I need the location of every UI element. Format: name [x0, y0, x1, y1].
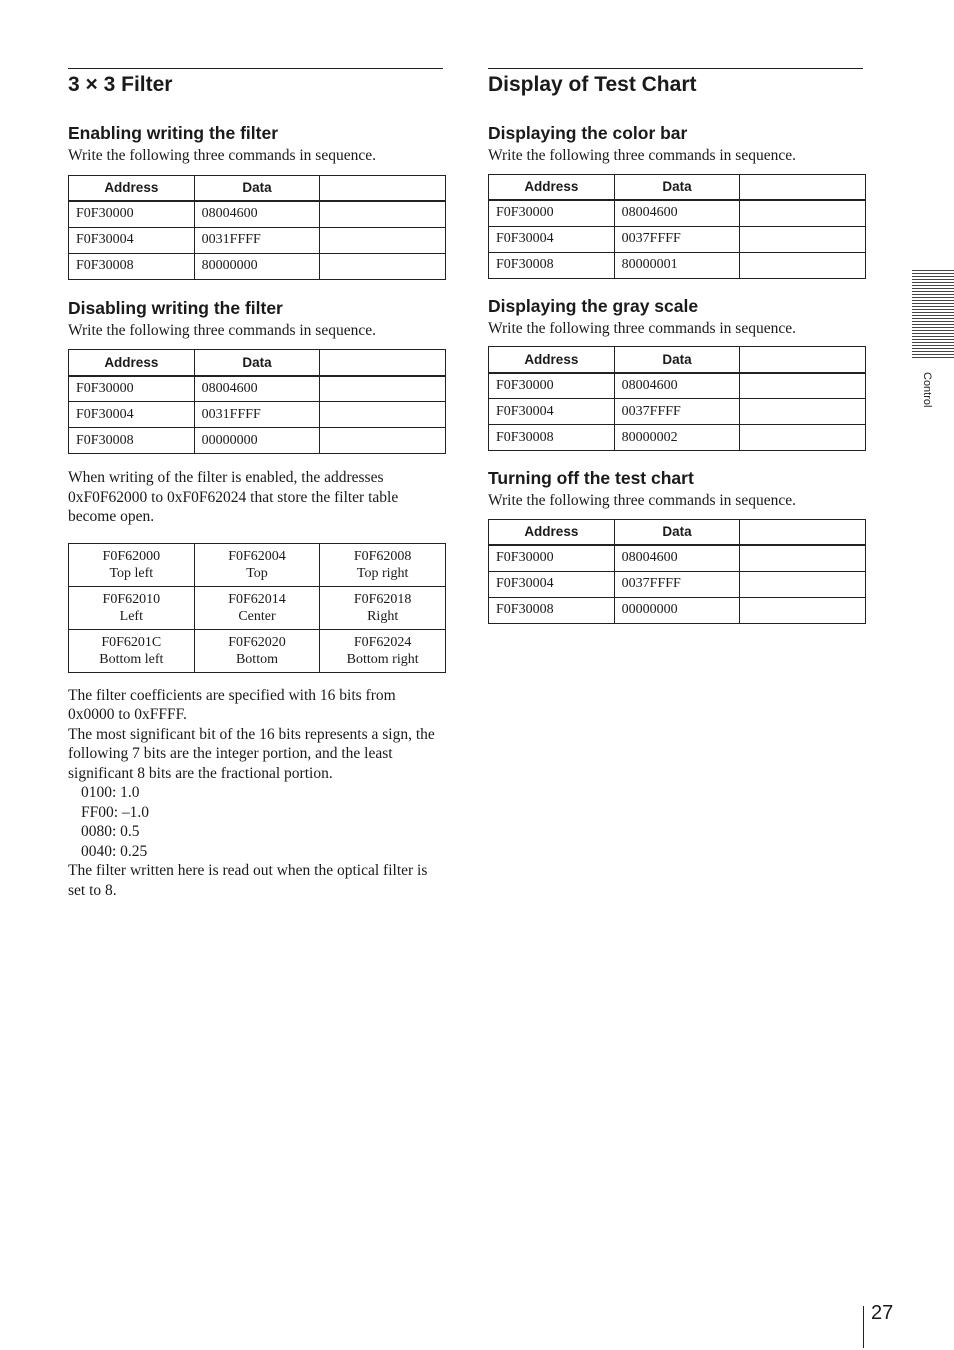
grid-cell-position: Center — [238, 608, 276, 624]
grid-cell — [320, 629, 446, 672]
table-cell — [740, 226, 866, 252]
grid-cell — [69, 629, 195, 672]
grid-cell-position: Bottom right — [346, 651, 419, 667]
column-header: Data — [194, 350, 320, 376]
column-header — [740, 347, 866, 373]
table-cell: F0F30004 — [489, 571, 615, 597]
table-cell — [740, 252, 866, 278]
table-cell: 80000002 — [614, 425, 740, 451]
table-cell: F0F30000 — [489, 373, 615, 399]
table-cell: F0F30008 — [489, 597, 615, 623]
table-cell: F0F30004 — [69, 402, 195, 428]
table-header-row — [489, 519, 866, 545]
table-cell: 00000000 — [194, 428, 320, 454]
intro-test-chart-off: Write the following three commands in sequence. — [488, 492, 796, 509]
table-cell — [740, 373, 866, 399]
column-header: Address — [69, 175, 195, 201]
table-row — [69, 253, 446, 279]
column-header: Address — [489, 519, 615, 545]
grid-cell-address: F0F62010 — [102, 591, 161, 607]
table-cell: 0037FFFF — [614, 399, 740, 425]
heading-color-bar: Displaying the color bar — [488, 123, 688, 143]
table-cell: 08004600 — [614, 373, 740, 399]
page-number: 27 — [871, 1302, 894, 1324]
table-cell: 08004600 — [614, 545, 740, 571]
table-test-chart-off — [488, 519, 866, 624]
heading-gray-scale: Displaying the gray scale — [488, 295, 699, 316]
filter-table-paragraph: When writing of the filter is enabled, the addresses 0xF0F62000 to 0xF0F62024 that store the filter table become open. — [68, 469, 399, 525]
table-cell: F0F30000 — [69, 201, 195, 227]
column-header: Data — [614, 174, 740, 200]
grid-cell-address: F0F62014 — [228, 591, 286, 607]
intro-gray-scale: Write the following three commands in sequence. — [488, 319, 796, 337]
table-cell: F0F30008 — [489, 425, 615, 451]
bits-paragraph: The most significant bit of the 16 bits represents a sign, the following 7 bits are the integer portion, and the least significant 8 bits are the fractional portion. — [68, 725, 435, 782]
grid-cell — [69, 586, 195, 629]
table-cell: 80000001 — [614, 252, 740, 278]
grid-cell-position: Bottom left — [99, 651, 164, 667]
table-color-bar — [488, 174, 866, 279]
table-row — [489, 252, 866, 278]
table-cell — [740, 597, 866, 623]
table-row — [69, 428, 446, 454]
table-row — [489, 597, 866, 623]
table-cell — [320, 253, 446, 279]
left-column — [68, 68, 446, 900]
grid-cell — [320, 543, 446, 586]
table-header-row — [489, 347, 866, 373]
grid-cell — [194, 629, 320, 672]
grid-cell — [194, 543, 320, 586]
section-rule — [68, 68, 443, 69]
table-cell: F0F30008 — [489, 252, 615, 278]
table-cell — [320, 428, 446, 454]
table-cell: 08004600 — [194, 201, 320, 227]
table-cell: F0F30004 — [489, 226, 615, 252]
table-row — [69, 227, 446, 253]
grid-cell-position: Bottom — [235, 651, 278, 667]
grid-cell-position: Top left — [109, 565, 154, 581]
example-line: FF00: –1.0 — [81, 803, 150, 821]
table-cell — [740, 571, 866, 597]
chapter-tab-stripes — [912, 270, 954, 360]
heading-disable-filter: Disabling writing the filter — [68, 297, 283, 318]
coefficient-paragraph: The filter coefficients are specified with 16 bits from 0x0000 to 0xFFFF. — [68, 686, 396, 723]
table-cell: 00000000 — [614, 597, 740, 623]
right-column — [488, 68, 866, 624]
section-title-test-chart: Display of Test Chart — [488, 73, 697, 96]
grid-cell-address: F0F62018 — [353, 591, 412, 607]
table-row — [489, 399, 866, 425]
grid-cell-position: Right — [367, 608, 399, 624]
table-row — [489, 545, 866, 571]
table-cell: 0037FFFF — [614, 571, 740, 597]
page-number-rule — [863, 1306, 864, 1348]
grid-cell-position: Left — [119, 608, 143, 624]
table-cell: 0031FFFF — [194, 227, 320, 253]
intro-enable: Write the following three commands in sequence. — [68, 147, 376, 164]
grid-cell-address: F0F62020 — [228, 634, 286, 650]
intro-color-bar: Write the following three commands in sequence. — [488, 147, 796, 164]
example-line: 0100: 1.0 — [81, 784, 140, 801]
coefficient-examples — [68, 783, 446, 861]
chapter-tab-label: Control — [921, 372, 933, 408]
table-cell — [740, 425, 866, 451]
table-cell: F0F30004 — [69, 227, 195, 253]
column-header: Address — [489, 174, 615, 200]
section-title-filter: 3 × 3 Filter — [68, 73, 173, 96]
heading-enable-filter: Enabling writing the filter — [68, 123, 278, 143]
example-line: 0040: 0.25 — [81, 842, 148, 860]
table-enable-filter — [68, 175, 446, 280]
grid-row — [69, 586, 446, 629]
table-cell: F0F30008 — [69, 253, 195, 279]
grid-cell-address: F0F62004 — [228, 548, 286, 564]
table-cell: 80000000 — [194, 253, 320, 279]
table-cell: F0F30000 — [489, 545, 615, 571]
grid-row — [69, 629, 446, 672]
table-cell: 08004600 — [614, 200, 740, 226]
table-cell: F0F30000 — [489, 200, 615, 226]
table-cell — [740, 200, 866, 226]
grid-cell-position: Top right — [356, 565, 409, 581]
column-header: Address — [489, 347, 615, 373]
table-header-row — [69, 350, 446, 376]
table-cell: 0037FFFF — [614, 226, 740, 252]
table-cell: 08004600 — [194, 376, 320, 402]
table-cell: 0031FFFF — [194, 402, 320, 428]
table-cell — [320, 201, 446, 227]
table-cell — [320, 376, 446, 402]
table-row — [489, 200, 866, 226]
table-row — [489, 425, 866, 451]
column-header — [740, 519, 866, 545]
table-cell: F0F30000 — [69, 376, 195, 402]
table-cell — [740, 545, 866, 571]
column-header — [740, 174, 866, 200]
readout-paragraph: The filter written here is read out when the optical filter is set to 8. — [68, 862, 428, 899]
column-header: Address — [69, 350, 195, 376]
column-header — [320, 175, 446, 201]
grid-cell — [320, 586, 446, 629]
column-header: Data — [614, 519, 740, 545]
table-row — [69, 402, 446, 428]
column-header: Data — [614, 347, 740, 373]
column-header — [320, 350, 446, 376]
grid-cell-address: F0F6201C — [101, 634, 162, 650]
grid-cell-address: F0F62024 — [353, 634, 412, 650]
table-header-row — [69, 175, 446, 201]
column-header: Data — [194, 175, 320, 201]
table-cell — [320, 227, 446, 253]
grid-cell-address: F0F62000 — [102, 548, 161, 564]
table-disable-filter — [68, 349, 446, 454]
table-cell: F0F30004 — [489, 399, 615, 425]
table-cell: F0F30008 — [69, 428, 195, 454]
table-row — [69, 201, 446, 227]
heading-test-chart-off: Turning off the test chart — [488, 468, 694, 488]
grid-cell-position: Top — [246, 565, 268, 581]
table-row — [489, 373, 866, 399]
table-row — [489, 571, 866, 597]
example-line: 0080: 0.5 — [81, 823, 140, 840]
table-row — [489, 226, 866, 252]
table-gray-scale — [488, 346, 866, 451]
table-cell — [320, 402, 446, 428]
grid-row — [69, 543, 446, 586]
grid-cell — [69, 543, 195, 586]
filter-address-grid — [68, 543, 446, 673]
section-rule — [488, 68, 863, 69]
table-header-row — [489, 174, 866, 200]
grid-cell — [194, 586, 320, 629]
table-row — [69, 376, 446, 402]
table-cell — [740, 399, 866, 425]
grid-cell-address: F0F62008 — [353, 548, 412, 564]
intro-disable: Write the following three commands in sequence. — [68, 321, 376, 339]
